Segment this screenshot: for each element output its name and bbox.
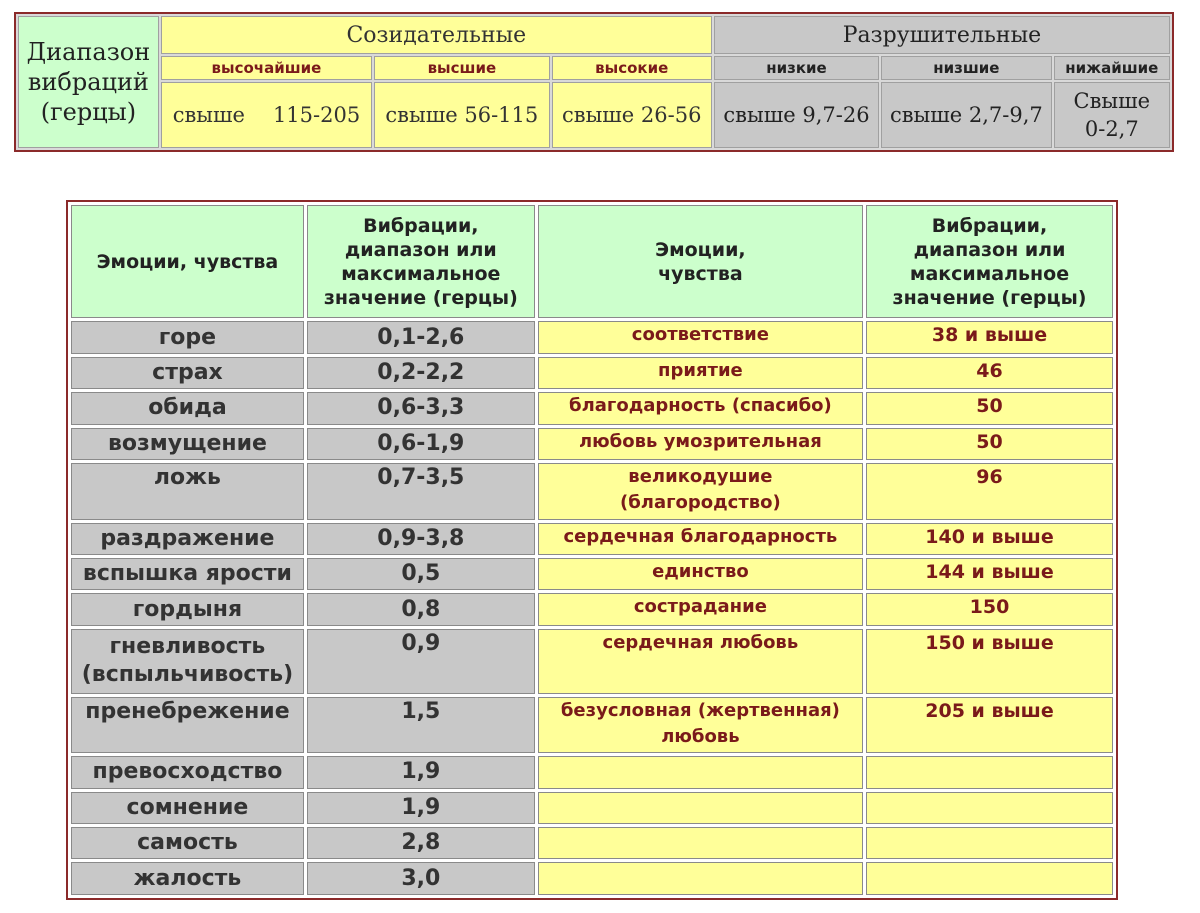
- positive-value: 144 и выше: [866, 558, 1113, 590]
- table-row: [71, 392, 1113, 424]
- table-row: [71, 463, 1113, 520]
- positive-emotion-line2: любовь: [661, 725, 740, 747]
- positive-value: 140 и выше: [866, 523, 1113, 555]
- table-row: [71, 827, 1113, 859]
- positive-value-empty: [866, 756, 1113, 788]
- sub-lower: низшие: [881, 56, 1051, 80]
- header-emotions-right: [538, 205, 863, 318]
- header-emotions-right-line2: чувства: [658, 262, 743, 285]
- positive-emotion-empty: [538, 756, 863, 788]
- header-vibrations-left: [307, 205, 535, 318]
- negative-emotion: сомнение: [71, 792, 304, 824]
- positive-emotion: любовь умозрительная: [538, 428, 863, 460]
- positive-value: 150: [866, 593, 1113, 625]
- value-low: свыше 9,7-26: [714, 82, 879, 148]
- header-vib-line4: значение (герцы): [323, 286, 518, 309]
- range-label-cell: [18, 16, 159, 148]
- negative-emotion: жалость: [71, 862, 304, 895]
- value-lower: свыше 2,7-9,7: [881, 82, 1051, 148]
- header-vib-line2: диапазон или: [344, 238, 497, 261]
- table-row: [71, 593, 1113, 625]
- positive-value: 96: [866, 463, 1113, 520]
- positive-emotion-empty: [538, 827, 863, 859]
- negative-emotion: вспышка ярости: [71, 558, 304, 590]
- header-vibrations-right: [866, 205, 1113, 318]
- positive-value: 50: [866, 428, 1113, 460]
- value-lowest-line2: 0-2,7: [1084, 117, 1139, 141]
- negative-emotion: горе: [71, 321, 304, 353]
- header-emotions-left: Эмоции, чувства: [71, 205, 304, 318]
- table-row: [71, 792, 1113, 824]
- negative-emotion: обида: [71, 392, 304, 424]
- negative-emotion-line1: гневливость: [109, 634, 266, 660]
- negative-emotion-line2: (вспыльчивость): [81, 662, 294, 688]
- positive-value: 46: [866, 357, 1113, 389]
- negative-value: 1,5: [307, 697, 535, 754]
- table-row: [71, 523, 1113, 555]
- negative-emotion: страх: [71, 357, 304, 389]
- table-row: [71, 357, 1113, 389]
- sub-high: высокие: [552, 56, 712, 80]
- positive-emotion: [538, 463, 863, 520]
- negative-value: 0,1-2,6: [307, 321, 535, 353]
- negative-value: 3,0: [307, 862, 535, 895]
- positive-emotion-line1: великодушие: [628, 465, 773, 487]
- destructive-group-header: Разрушительные: [714, 16, 1170, 54]
- positive-emotion: единство: [538, 558, 863, 590]
- positive-value: 150 и выше: [866, 629, 1113, 694]
- positive-value: 205 и выше: [866, 697, 1113, 754]
- positive-emotion: сердечная любовь: [538, 629, 863, 694]
- negative-emotion: [71, 629, 304, 694]
- negative-value: 0,9: [307, 629, 535, 694]
- negative-value: 1,9: [307, 756, 535, 788]
- positive-value: 50: [866, 392, 1113, 424]
- positive-value: 38 и выше: [866, 321, 1113, 353]
- positive-emotion: сострадание: [538, 593, 863, 625]
- positive-emotion: соответствие: [538, 321, 863, 353]
- negative-value: 0,8: [307, 593, 535, 625]
- negative-value: 0,6-3,3: [307, 392, 535, 424]
- positive-emotion-empty: [538, 792, 863, 824]
- negative-value: 0,2-2,2: [307, 357, 535, 389]
- value-lowest-line1: Свыше: [1073, 89, 1151, 113]
- header-vib-r-line1: Вибрации,: [931, 214, 1048, 237]
- sub-lowest: нижайшие: [1054, 56, 1170, 80]
- negative-value: 1,9: [307, 792, 535, 824]
- header-vib-r-line4: значение (герцы): [892, 286, 1087, 309]
- table-row: [71, 756, 1113, 788]
- negative-emotion: гордыня: [71, 593, 304, 625]
- table-row: [71, 697, 1113, 754]
- table-row: [71, 629, 1113, 694]
- positive-emotion: [538, 697, 863, 754]
- header-vib-r-line3: максимальное: [909, 262, 1070, 285]
- header-vib-line1: Вибрации,: [363, 214, 479, 237]
- negative-value: 0,7-3,5: [307, 463, 535, 520]
- positive-value-empty: [866, 862, 1113, 895]
- table-row: [71, 428, 1113, 460]
- positive-emotion: сердечная благодарность: [538, 523, 863, 555]
- sub-low: низкие: [714, 56, 879, 80]
- positive-emotion-line1: безусловная (жертвенная): [560, 699, 840, 721]
- positive-emotion: приятие: [538, 357, 863, 389]
- negative-value: 0,6-1,9: [307, 428, 535, 460]
- value-highest-prefix: свыше: [172, 103, 245, 127]
- value-lowest: [1054, 82, 1170, 148]
- negative-value: 2,8: [307, 827, 535, 859]
- table-row: [71, 558, 1113, 590]
- value-highest-range: 115-205: [272, 103, 361, 127]
- value-higher: свыше 56-115: [374, 82, 550, 148]
- positive-value-empty: [866, 827, 1113, 859]
- positive-emotion: благодарность (спасибо): [538, 392, 863, 424]
- negative-emotion: превосходство: [71, 756, 304, 788]
- negative-emotion: раздражение: [71, 523, 304, 555]
- value-high: свыше 26-56: [552, 82, 712, 148]
- header-vib-line3: максимальное: [341, 262, 501, 285]
- negative-emotion: ложь: [71, 463, 304, 520]
- sub-higher: высшие: [374, 56, 550, 80]
- emotions-vibrations-table: [66, 200, 1118, 900]
- negative-emotion: самость: [71, 827, 304, 859]
- header-emotions-right-line1: Эмоции,: [655, 238, 746, 261]
- header-vib-r-line2: диапазон или: [913, 238, 1066, 261]
- range-label-line1: Диапазон: [26, 38, 151, 66]
- range-label-line3: (герцы): [40, 98, 137, 126]
- creative-group-header: Созидательные: [161, 16, 712, 54]
- positive-emotion-line2: (благородство): [620, 491, 781, 513]
- sub-highest: высочайшие: [161, 56, 372, 80]
- positive-emotion-empty: [538, 862, 863, 895]
- negative-emotion: возмущение: [71, 428, 304, 460]
- table-row: [71, 321, 1113, 353]
- positive-value-empty: [866, 792, 1113, 824]
- negative-emotion: пренебрежение: [71, 697, 304, 754]
- vibration-range-table: [14, 12, 1174, 152]
- negative-value: 0,5: [307, 558, 535, 590]
- range-label-line2: вибраций: [27, 68, 149, 96]
- negative-value: 0,9-3,8: [307, 523, 535, 555]
- table-row: [71, 862, 1113, 895]
- value-highest: [161, 82, 372, 148]
